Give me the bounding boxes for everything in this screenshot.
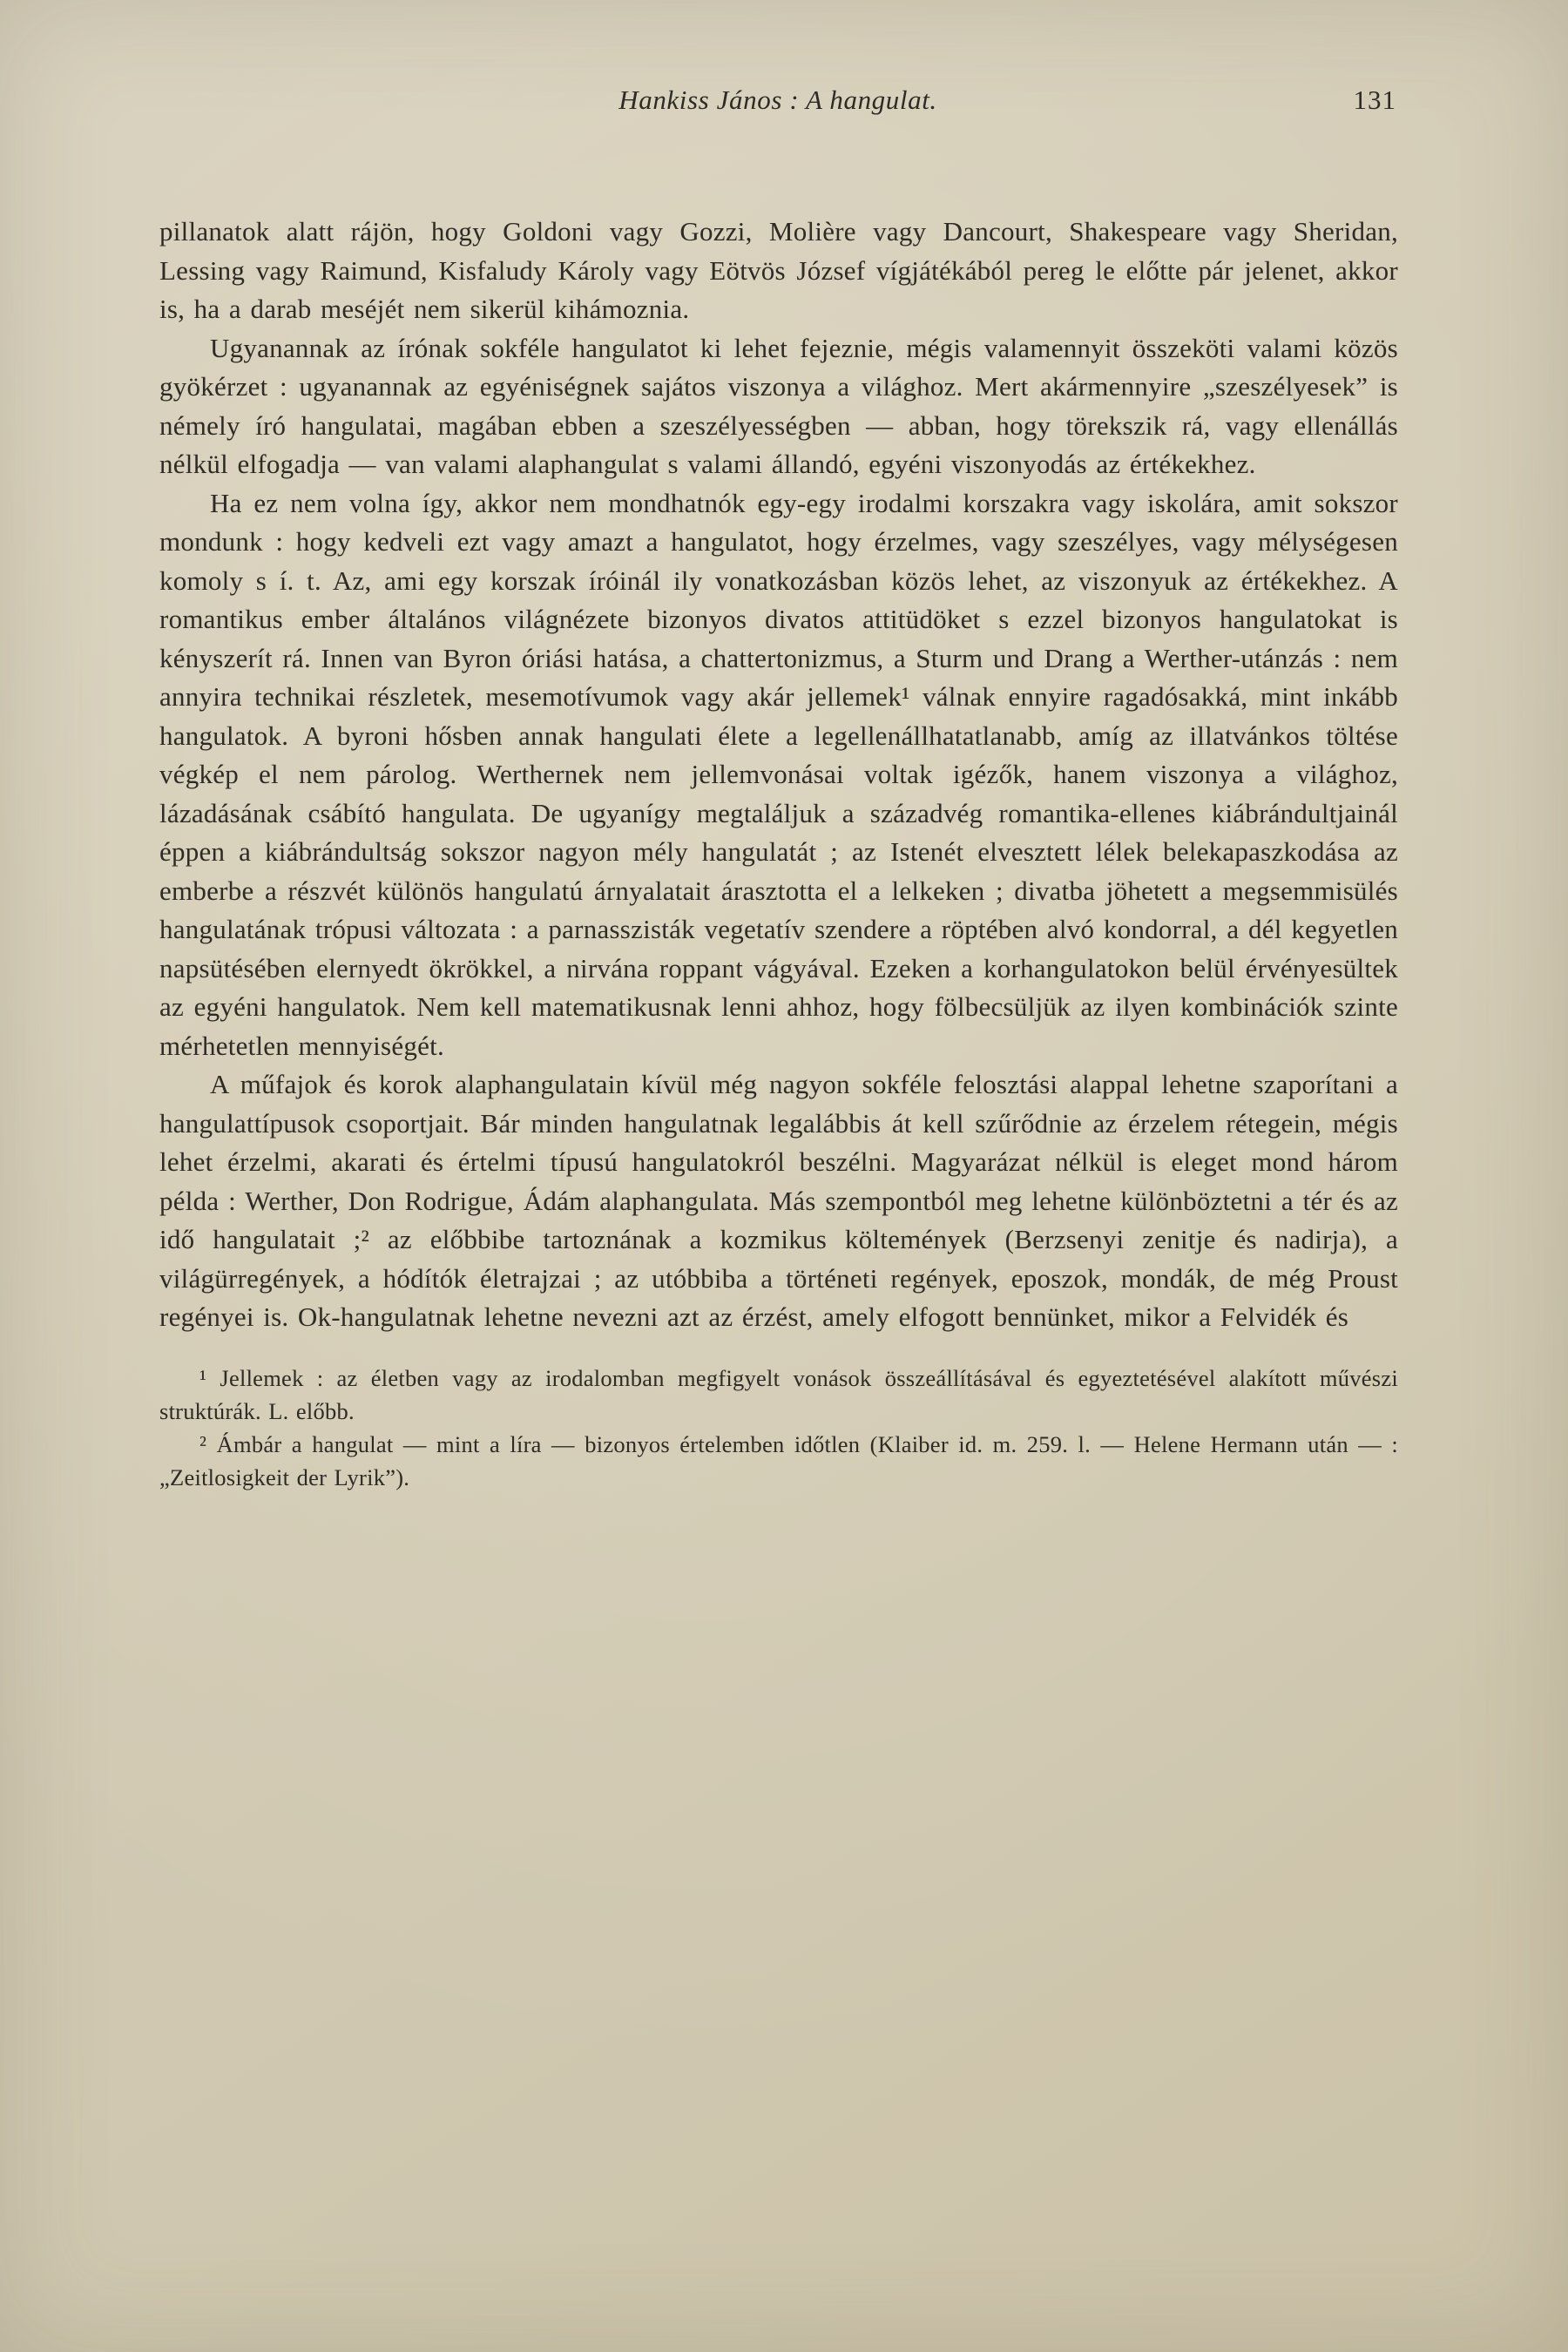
page-header bbox=[159, 80, 1396, 120]
body-text-block bbox=[159, 213, 1398, 1494]
body-paragraph: pillanatok alatt rájön, hogy Goldoni vagy Gozzi, Molière vagy Dancourt, Shakespeare vagy Sheridan, Lessing vagy Raimund, Kisfaludy Károly vagy Eötvös József vígjátékából pereg le előtte pár jelenet, akkor is, ha a darab meséjét nem sikerül kihámoznia. bbox=[159, 216, 1398, 324]
body-paragraph: Ha ez nem volna így, akkor nem mondhatnók egy-egy irodalmi korszakra vagy iskolára, amit sokszor mondunk : hogy kedveli ezt vagy amazt a hangulatot, hogy érzelmes, vagy szeszélyes, vagy mélységesen komoly s í. t. Az, ami egy korszak íróinál ily vonatkozásban közös lehet, az viszonyuk az értékekhez. A romantikus ember általános világnézete bizonyos divatos attitüdöket s ezzel bizonyos hangulatokat is kényszerít rá. Innen van Byron óriási hatása, a chattertonizmus, a Sturm und Drang a Werther-utánzás : nem annyira technikai részletek, mesemotívumok vagy akár jellemek¹ válnak ennyire ragadósakká, mint inkább hangulatok. A byroni hősben annak hangulati élete a legellenállhatatlanabb, amíg az illatvánkos töltése végkép el nem párolog. Werthernek nem jellemvonásai voltak igézők, hanem viszonya a világhoz, lázadásának csábító hangulata. De ugyanígy megtaláljuk a századvég romantika-ellenes kiábrándultjainál éppen a kiábrándultság sokszor nagyon mély hangulatát ; az Istenét elvesztett lélek belekapaszkodása az emberbe a részvét különös hangulatú árnyalatait árasztotta el a lelkeken ; divatba jöhetett a megsemmisülés hangulatának trópusi változata : a parnasszisták vegetatív szendere a röptében alvó kondorral, a dél kegyetlen napsütésében elernyedt ökrökkel, a nirvána roppant vágyával. Ezeken a korhangulatokon belül érvényesültek az egyéni hangulatok. Nem kell matematikusnak lenni ahhoz, hogy fölbecsüljük az ilyen kombinációk szinte mérhetetlen mennyiségét. bbox=[159, 487, 1398, 1061]
body-paragraph: A műfajok és korok alaphangulatain kívül még nagyon sokféle felosztási alappal lehetne szaporítani a hangulattípusok csoportjait. Bár minden hangulatnak legalábbis át kell szűrődnie az érzelem rétegein, mégis lehet érzelmi, akarati és értelmi típusú hangulatokról beszélni. Magyarázat nélkül is eleget mond három példa : Werther, Don Rodrigue, Ádám alaphangulata. Más szempontból meg lehetne különböztetni a tér és az idő hangulatait ;² az előbbibe tartoznának a kozmikus költemények (Berzsenyi zenitje és nadirja), a világürregények, a hódítók életrajzai ; az utóbbiba a történeti regények, eposzok, mondák, de még Proust regényei is. Ok-hangulatnak lehetne nevezni azt az érzést, amely elfogott bennünket, mikor a Felvidék és bbox=[159, 1069, 1398, 1332]
running-title: Hankiss János : A hangulat. bbox=[618, 84, 937, 115]
footnotes bbox=[159, 1362, 1398, 1494]
page-number: 131 bbox=[1353, 84, 1396, 115]
footnote: ¹ Jellemek : az életben vagy az irodalomban megfigyelt vonások összeállításával és egyeztetésével alakított művészi struktúrák. L. előbb. bbox=[159, 1364, 1398, 1424]
body-paragraph: Ugyanannak az írónak sokféle hangulatot ki lehet fejeznie, mégis valamennyit összeköti valami közös gyökérzet : ugyanannak az egyéniségnek sajátos viszonya a világhoz. Mert akármennyire „szeszélyesek” is némely író hangulatai, magában ebben a szeszélyességben — abban, hogy törekszik rá, vagy ellenállás nélkül elfogadja — van valami alaphangulat s valami állandó, egyéni viszonyodás az értékekhez. bbox=[159, 332, 1398, 479]
footnote: ² Ámbár a hangulat — mint a líra — bizonyos értelemben időtlen (Klaiber id. m. 259. l. — Helene Hermann után — : „Zeitlosigkeit der Lyrik”). bbox=[159, 1430, 1398, 1490]
